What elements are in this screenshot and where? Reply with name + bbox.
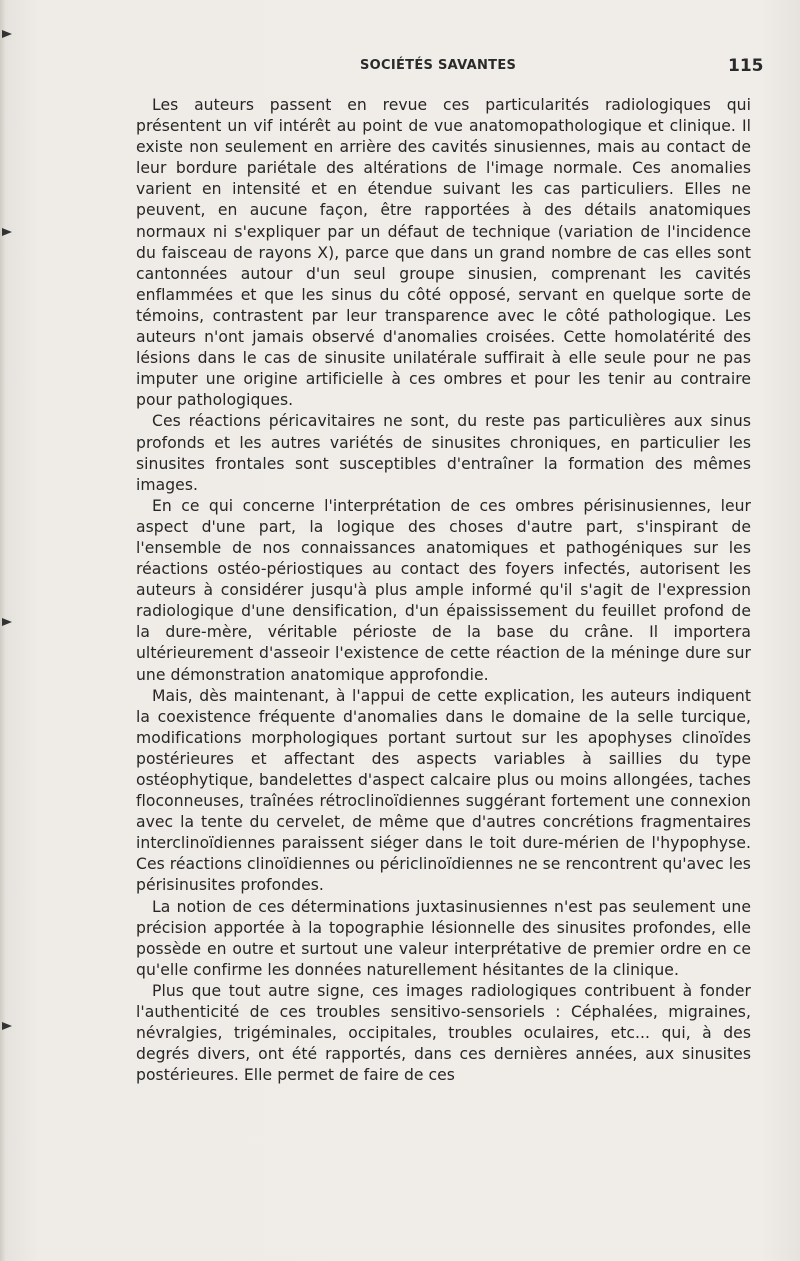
paragraph: Mais, dès maintenant, à l'appui de cette explication, les auteurs indiquent la coexistence fréquente d'anomalies dans le domaine de la selle turcique, modifications morphologiques portant surtout sur les apophyses clinoïdes postérieures et affectant des aspects variables à saillies du type ostéophytique, bandelettes d'aspect calcaire plus ou moins allongées, taches floconneuses, traînées rétroclinoïdiennes suggérant fortement une connexion avec la tente du cervelet, de même que d'autres concrétions fragmentaires interclinoïdiennes paraissent siéger dans le toit dure-mérien de l'hypophyse. Ces réactions clinoïdiennes ou périclinoïdiennes ne se rencontrent qu'avec les périsinusites profondes. (136, 686, 751, 895)
scan-edge-shadow (0, 0, 6, 1261)
paragraph: Les auteurs passent en revue ces particularités radiologiques qui présentent un vif intérêt au point de vue anatomopathologique et clinique. Il existe non seulement en arrière des cavités sinusiennes, mais au contact de leur bordure pariétale des altérations de l'image normale. Ces anomalies varient en intensité et en étendue suivant les cas particuliers. Elles ne peuvent, en aucune façon, être rapportées à des détails anatomiques normaux ni s'expliquer par un défaut de technique (variation de l'incidence du faisceau de rayons X), parce que dans un grand nombre de cas elles sont cantonnées autour d'un seul groupe sinusien, comprenant les cavités enflammées et que les sinus du côté opposé, servant en quelque sorte de témoins, contrastent par leur transparence avec le côté pathologique. Les auteurs n'ont jamais observé d'anomalies croisées. Cette homolatérité des lésions dans le cas de sinusite unilatérale suffirait à elle seule pour ne pas imputer une origine artificielle à ces ombres et pour les tenir au contraire pour pathologiques. (136, 96, 751, 410)
paragraph: Ces réactions péricavitaires ne sont, du reste pas particulières aux sinus profonds et les autres variétés de sinusites chroniques, en particulier les sinusites frontales sont susceptibles d'entraîner la formation des mêmes images. (136, 412, 751, 494)
margin-arrow-mark (2, 228, 12, 236)
margin-arrow-mark (2, 618, 12, 626)
margin-arrow-mark (2, 30, 12, 38)
running-head: SOCIÉTÉS SAVANTES (360, 58, 517, 73)
margin-arrow-mark (2, 1022, 12, 1030)
paragraph: En ce qui concerne l'interprétation de ces ombres périsinusiennes, leur aspect d'une part, la logique des choses d'autre part, s'inspirant de l'ensemble de nos connaissances anatomiques et pathogéniques sur les réactions ostéo-périostiques au contact des foyers infectés, autorisent les auteurs à considérer jusqu'à plus ample informé qu'il s'agit de l'expression radiologique d'une densification, d'un épaississement du feuillet profond de la dure-mère, véritable périoste de la base du crâne. Il importera ultérieurement d'asseoir l'existence de cette réaction de la méninge dure sur une démonstration anatomique approfondie. (136, 496, 751, 684)
page-header (0, 58, 800, 80)
paragraph: Plus que tout autre signe, ces images radiologiques contribuent à fonder l'authenticité de ces troubles sensitivo-sensoriels : Céphalées, migraines, névralgies, trigéminales, occipitales, troubles oculaires, etc... qui, à des degrés divers, ont été rapportés, dans ces dernières années, aux sinusites postérieures. Elle permet de faire de ces (136, 981, 751, 1085)
page-number: 115 (728, 56, 764, 76)
paragraph: La notion de ces déterminations juxtasinusiennes n'est pas seulement une précision apportée à la topographie lésionnelle des sinusites profondes, elle possède en outre et surtout une valeur interprétative de premier ordre en ce qu'elle confirme les données naturellement hésitantes de la clinique. (136, 897, 751, 979)
article-body (136, 95, 751, 1086)
